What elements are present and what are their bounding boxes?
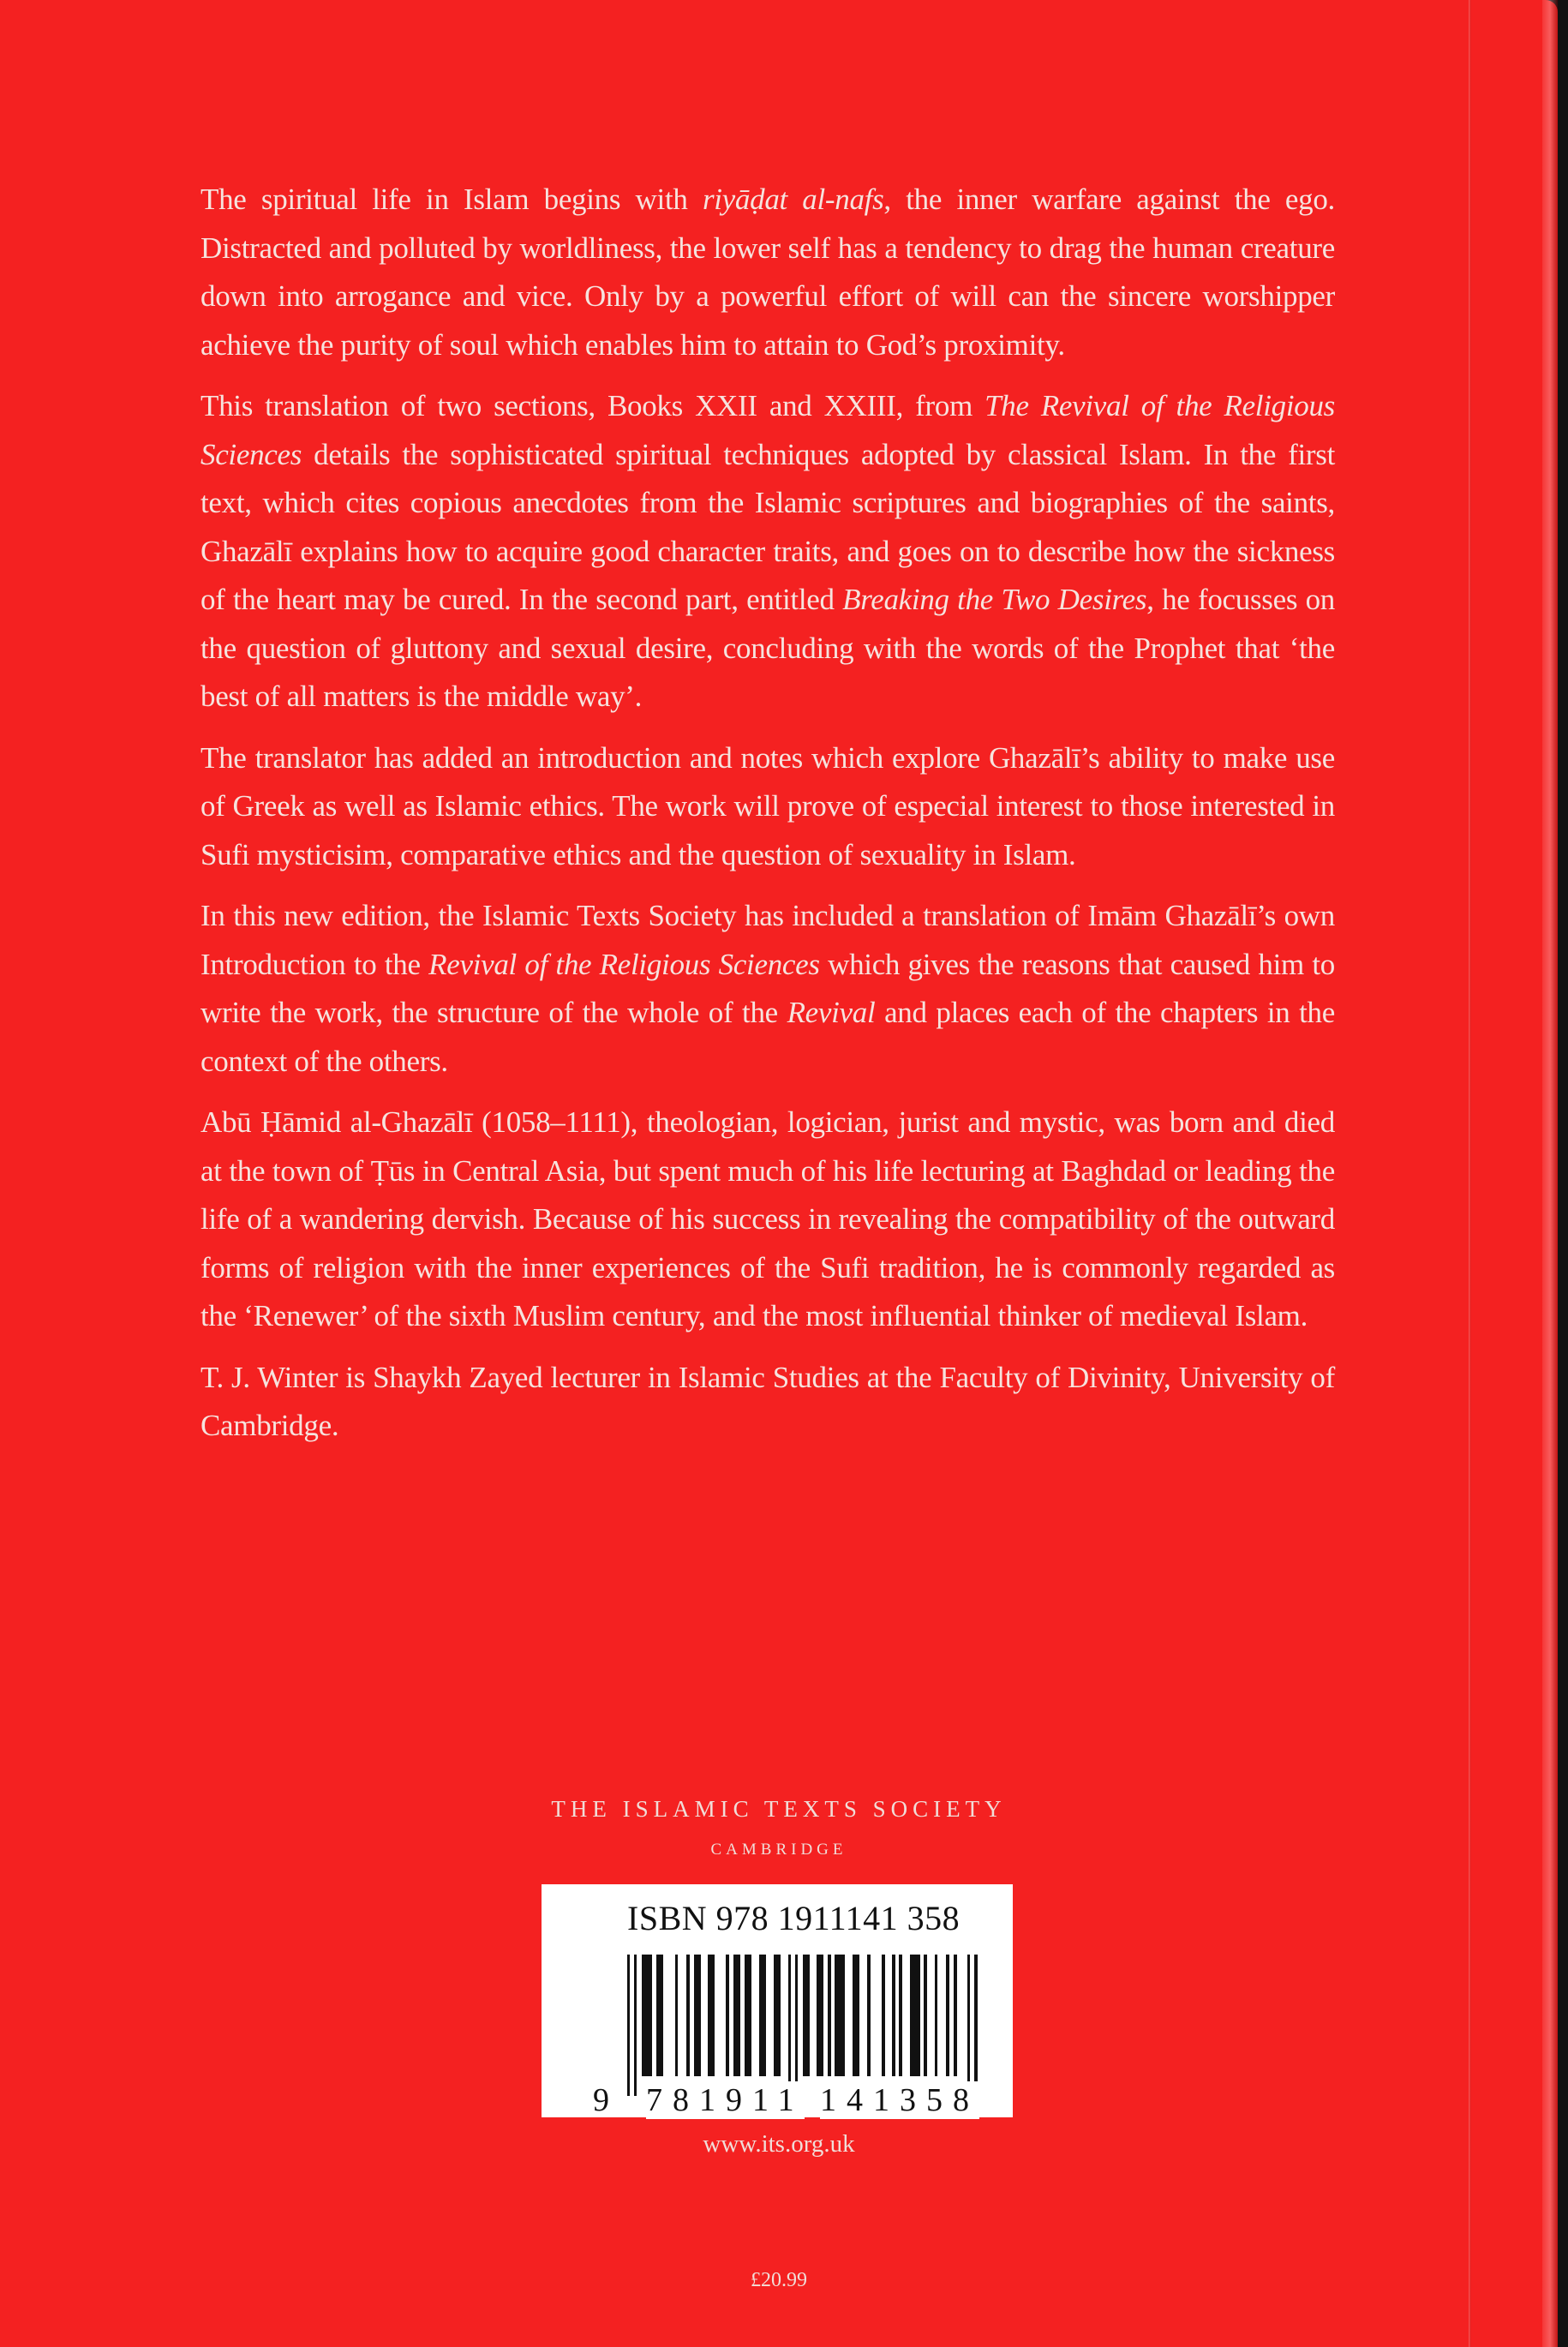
blurb-paragraph-translation: This translation of two sections, Books XXII and XXIII, from The Revival of the Religious Sciences details the sophisticated spiritual techniques adopted by classical Islam. In the first text, which cites copious anecdotes from the Islamic scriptures and biographies of the saints, Ghazālī explains how to acquire good character traits, and goes on to describe how the sickness of the heart may be cured. In the second part, entitled Breaking the Two Desires, he focusses on the question of gluttony and sexual desire, concluding with the words of the Prophet that ‘the best of all matters is the middle way’. xyxy=(200,389,1335,713)
blurb-text xyxy=(200,176,1335,1464)
italic-title: Revival xyxy=(787,996,876,1029)
blurb-paragraph-translator-bio: T. J. Winter is Shaykh Zayed lecturer in Islamic Studies at the Faculty of Divinity, University of Cambridge. xyxy=(200,1360,1335,1442)
italic-title: Revival of the Religious Sciences xyxy=(428,947,820,981)
isbn-number: ISBN 978 1911141 358 xyxy=(627,1899,961,1937)
barcode-digits-left: 781911 xyxy=(646,2082,805,2118)
cover-edge xyxy=(1542,0,1558,2347)
barcode-digits-right: 141358 xyxy=(820,2082,979,2118)
blurb-paragraph-intro: The spiritual life in Islam begins with riyāḍat al-nafs, the inner warfare against the ego. Distracted and polluted by worldliness, the lower self has a tendency to drag the human creature down into arrogance and vice. Only by a powerful effort of will can the sincere worshipper achieve the purity of soul which enables him to attain to God’s proximity. xyxy=(200,183,1335,362)
barcode-digit-lead: 9 xyxy=(593,2082,609,2118)
publisher-city: CAMBRIDGE xyxy=(710,1841,847,1859)
price: £20.99 xyxy=(751,2269,807,2291)
publisher-website: www.its.org.uk xyxy=(703,2130,855,2158)
italic-term: riyāḍat al-nafs xyxy=(702,183,884,216)
italic-title: Breaking the Two Desires xyxy=(842,583,1147,616)
italic-title: The Revival of the Religious Sciences xyxy=(200,389,1335,471)
publisher-name: THE ISLAMIC TEXTS SOCIETY xyxy=(551,1796,1007,1822)
blurb-paragraph-author-bio: Abū Ḥāmid al-Ghazālī (1058–1111), theologian, logician, jurist and mystic, was born and died at the town of Ṭūs in Central Asia, but spent much of his life lecturing at Baghdad or leading the life of a wandering dervish. Because of his success in revealing the compatibility of the outward forms of religion with the inner experiences of the Sufi tradition, he is commonly regarded as the ‘Renewer’ of the sixth Muslim century, and the most influential thinker of medieval Islam. xyxy=(200,1105,1335,1332)
blurb-paragraph-translator: The translator has added an introduction and notes which explore Ghazālī’s ability to make use of Greek as well as Islamic ethics. The work will prove of especial interest to those interested in Sufi mysticisim, comparative ethics and the question of sexuality in Islam. xyxy=(200,740,1335,871)
barcode-icon xyxy=(627,1955,979,2096)
blurb-paragraph-new-edition: In this new edition, the Islamic Texts Society has included a translation of Imām Ghazālī’s own Introduction to the Revival of the Religious Sciences which gives the reasons that caused him to write the work, the structure of the whole of the Revival and places each of the chapters in the context of the others. xyxy=(200,899,1335,1078)
isbn-barcode-label xyxy=(542,1884,1013,2117)
